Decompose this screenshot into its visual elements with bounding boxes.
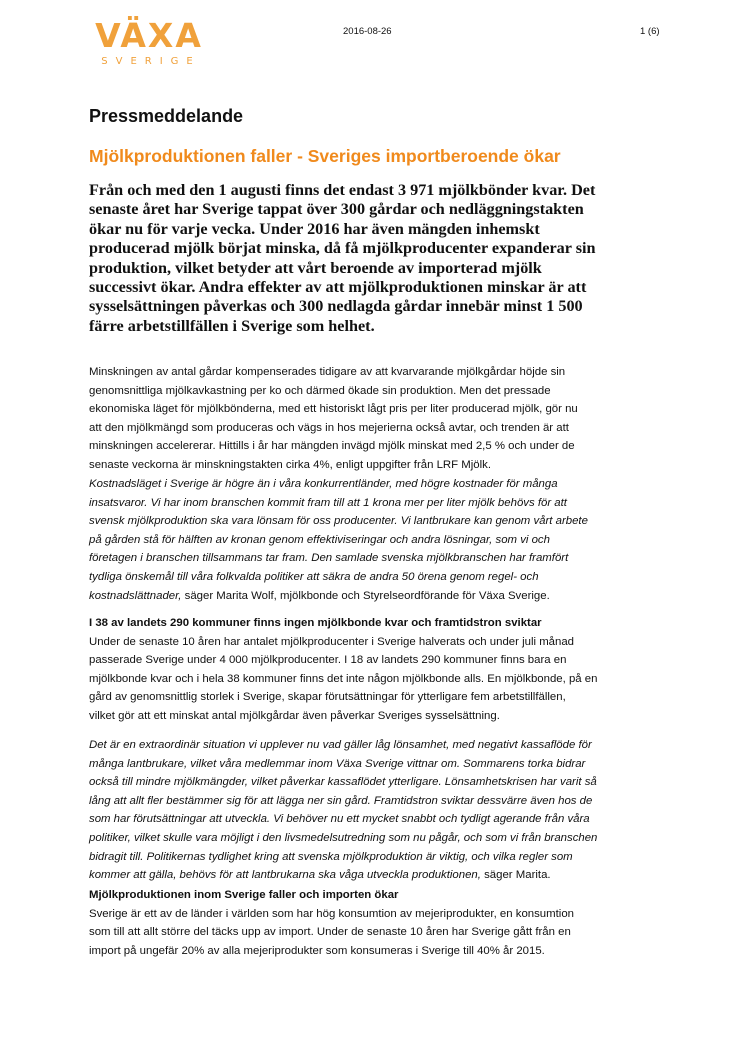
text-line: successivt ökar. Andra effekter av att mjölkproduktionen minskar är att	[89, 278, 587, 297]
text-line: tydliga önskemål till våra folkvalda politiker att säkra de andra 50 örena genom regel- och	[89, 570, 539, 583]
quote-2-lines	[89, 736, 679, 866]
text-line: producerad mjölk börjat minska, då få mjölkproducenter expanderar sin	[89, 239, 596, 258]
text-line: många lantbrukare, vilket våra medlemmar inom Växa Sverige vittnar om. Sommarens torka bidrar	[89, 757, 586, 770]
quote-paragraph-1	[89, 475, 679, 605]
text-line: import på ungefär 20% av alla mejeriprodukter som konsumeras i Sverige till 40% år 2015.	[89, 944, 545, 957]
header-page-number: 1 (6)	[640, 26, 660, 37]
vaxa-sverige-logo	[89, 18, 209, 66]
quote-2-last-line	[89, 866, 679, 885]
lead-paragraph	[89, 181, 679, 336]
text-line: vilket gör att ett minskat antal mjölkgårdar även påverkar Sveriges sysselsättning.	[89, 709, 500, 722]
text-line: lång att allt fler bestämmer sig för att lägga ner sin gård. Framtidstron sviktar dessvärre även hos de	[89, 794, 593, 807]
text-line: på gården stå för hälften av kronan genom effektiviseringar och andra lösningar, som vi och	[89, 533, 550, 546]
text-line: företagen i branschen tillsammans tar fram. Den samlade svenska mjölkbranschen har framfört	[89, 552, 569, 565]
header-date: 2016-08-26	[343, 26, 392, 37]
quote-2-last-italic: kommer att gälla, behövs för att lantbrukarna ska våga utveckla produktionen,	[89, 869, 481, 882]
section-1	[89, 614, 679, 726]
section-1-heading: I 38 av landets 290 kommuner finns ingen mjölkbonde kvar och framtidstron sviktar	[89, 617, 542, 629]
quote-paragraph-2	[89, 736, 679, 885]
text-line: Kostnadsläget i Sverige är högre än i våra konkurrentländer, med högre kostnader för många	[89, 478, 558, 490]
quote-1-last-line	[89, 587, 679, 606]
text-line: senaste året har Sverige tappat över 300 gårdar och nedläggningstakten	[89, 200, 584, 219]
text-line: att den mjölkmängd som produceras och vägs in hos mejerierna också avtar, och trenden är att	[89, 421, 569, 434]
section-1-lines	[89, 633, 679, 726]
text-line: som till att allt större del täcks upp av import. Under de senaste 10 åren har Sverige gått från en	[89, 926, 571, 939]
text-line: sysselsättningen påverkas och 300 nedlagda gårdar innebär minst 1 500	[89, 297, 583, 316]
text-line: mjölkbonde kvar och i hela 38 kommuner finns det inte någon mjölkbonde alls. En mjölkbonde, på en	[89, 672, 598, 685]
quote-1-lines	[89, 475, 679, 587]
section-2	[89, 886, 679, 960]
text-line: insatsvaror. Vi har inom branschen kommit fram till att 1 krona mer per liter mjölk behövs för att	[89, 496, 567, 509]
text-line: svensk mjölkproduktion ska vara lönsam för oss producenter. Vi lantbrukare kan genom vårt arbete	[89, 515, 588, 528]
body-paragraph-1	[89, 363, 679, 475]
quote-2-attribution: säger Marita.	[480, 869, 551, 882]
text-line: Från och med den 1 augusti finns det endast 3 971 mjölkbönder kvar. Det	[89, 181, 596, 199]
text-line: politiker, vilket skulle vara möjligt i den livsmedelsutredning som nu pågår, och som vi från branschen	[89, 831, 598, 844]
text-line: Sverige är ett av de länder i världen som har hög konsumtion av mejeriprodukter, en konsumtion	[89, 907, 574, 920]
section-2-heading: Mjölkproduktionen inom Sverige faller och importen ökar	[89, 889, 399, 901]
text-line: minskningen accelererar. Hittills i år har mängden invägd mjölk minskat med 2,5 % och under de	[89, 440, 575, 453]
text-line: Det är en extraordinär situation vi upplever nu vad gäller låg lönsamhet, med negativt kassaflöde för	[89, 739, 592, 751]
quote-1-last-italic: kostnadslättnader,	[89, 589, 182, 602]
logo-wordmark: VÄXA	[95, 16, 203, 55]
document-type: Pressmeddelande	[89, 106, 244, 126]
text-line: Under de senaste 10 åren har antalet mjölkproducenter i Sverige halverats och under juli månad	[89, 635, 575, 648]
text-line: passerade Sverige under 4 000 mjölkproducenter. I 18 av landets 290 kommuner finns bara en	[89, 654, 567, 667]
text-line: bidragit till. Politikernas tydlighet kring att svenska mjölkproduktion är viktig, och vilka regler som	[89, 850, 573, 863]
headline: Mjölkproduktionen faller - Sveriges importberoende ökar	[89, 146, 561, 166]
text-line: Minskningen av antal gårdar kompenserades tidigare av att kvarvarande mjölkgårdar höjde sin	[89, 366, 566, 378]
text-line: ekonomiska läget för mjölkbönderna, med ett historiskt lågt pris per liter producerad mjölk, gör nu	[89, 403, 578, 416]
text-line: färre arbetstillfällen i Sverige som helhet.	[89, 316, 375, 335]
text-line: produktion, vilket betyder att vårt beroende av importerad mjölk	[89, 258, 542, 277]
text-line: som har förutsättningar att utveckla. Vi behöver nu ett mycket snabbt och tydligt agerande från våra	[89, 813, 590, 826]
section-2-lines	[89, 905, 679, 961]
text-line: också till mindre mjölkmängder, vilket påverkar kassaflödet ytterligare. Lönsamhetskrisen har varit så	[89, 776, 597, 789]
quote-1-attribution: säger Marita Wolf, mjölkbonde och Styrelseordförande för Växa Sverige.	[181, 589, 550, 602]
text-line: gård av genomsnittlig storlek i Sverige, skapar förutsättningar för ytterligare fem arbetstillfällen,	[89, 691, 566, 704]
text-line: senaste veckorna är minskningstakten cirka 4%, enligt uppgifter från LRF Mjölk.	[89, 458, 492, 471]
text-line: ökar nu för varje vecka. Under 2016 har även mängden inhemskt	[89, 219, 540, 238]
text-line: genomsnittliga mjölkavkastning per ko och därmed ökade sin produktion. Men det pressade	[89, 384, 551, 397]
logo-subtitle: SVERIGE	[101, 56, 201, 67]
